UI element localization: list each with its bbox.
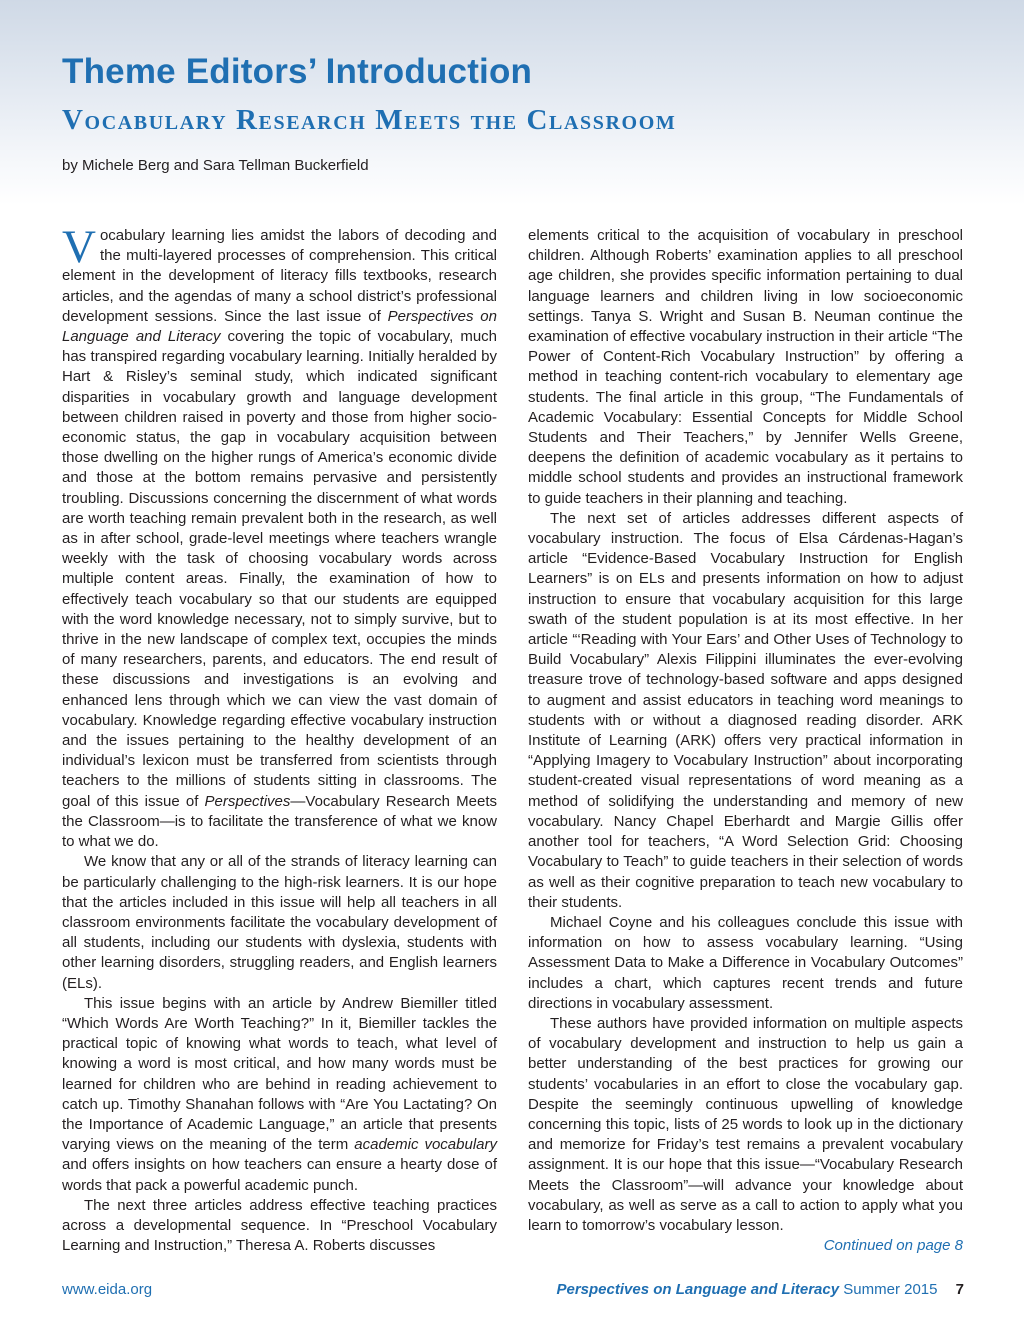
text-run: covering the topic of vocabulary, much has transpired regarding vocabulary learning. Initially heralded by Hart & Risley’s seminal study, which indicated significant disparities in vocabulary growth and language development between children raised in poverty and those from higher socio-economic status, the gap in vocabulary acquisition between those dwelling on the higher rungs of America’s economic divide and those at the bottom remains pervasive and persistently troubling. Discussions concerning the discernment of what words are worth teaching remain prevalent both in the research, as well as in after school, grade-level meetings where teachers wrangle weekly with the task of choosing vocabulary words across multiple content areas. Finally, the examination of how to effectively teach vocabulary so that our students are equipped with the word knowledge necessary, not to simply survive, but to thrive in the new landscape of complex text, occupies the minds of many researchers, parents, and educators. The end result of these discussions and investigations is an evolving and enhanced lens through which we can view the vast domain of vocabulary. Knowledge regarding effective vocabulary instruction and the issues pertaining to the healthy development of an individual’s lexicon must be transferred from scientists through teachers to the millions of students sitting in classrooms. The goal of this issue of [62,328,497,810]
left-column [62,221,497,1256]
text-run: ocabulary learning lies amidst the labors of decoding and the multi-layered processes of comprehension. This critical element in the development of literacy fills textbooks, research articles, and the agendas of many a school district’s professional development sessions. Since the last issue of [62,227,497,325]
text-run: —Vocabulary Research Meets the Classroom—is to facilitate the transference of what we know to what we do. [62,792,497,851]
page-title: Theme Editors’ Introduction [62,52,533,91]
footer-journal: Perspectives on Language and Literacy [556,1281,840,1298]
footer-url[interactable]: www.eida.org [62,1281,153,1298]
paragraph: The next set of articles addresses different aspects of vocabulary instruction. The focus of Elsa Cárdenas-Hagan’s article “Evidence-Based Vocabulary Instruction for English Learners” is on ELs and presents information on how to adjust instruction to ensure that vocabulary acquisition for this large swath of the student population is at its most effective. In her article “‘Reading with Your Ears’ and Other Uses of Technology to Build Vocabulary” Alexis Filippini illuminates the ever-evolving treasure trove of technology-based software and apps designed to augment and assist educators in teaching word meanings to students with or without a diagnosed reading disorder. ARK Institute of Learning (ARK) offers very practical information in “Applying Imagery to Vocabulary Instruction” about incorporating student-created visual representations of word meaning as a method of solidifying the understanding and memory of new vocabulary. Nancy Chapel Eberhardt and Margie Gillis offer another tool for teachers, “A Word Selection Grid: Choosing Vocabulary to Teach” to guide teachers in their selection of words as well as their cognitive preparation to teach new vocabulary to their students. [528,509,963,911]
term-italic: academic vocabulary [354,1136,497,1154]
paragraph-intro [62,221,497,852]
journal-title-italic: Perspectives on Language and Literacy [62,307,497,346]
text-run: and offers insights on how teachers can ensure a hearty dose of words that pack a powerful academic punch. [62,1156,497,1194]
header-band [0,0,1024,205]
journal-title-italic: Perspectives [204,792,291,810]
page-subtitle: Vocabulary Research Meets the Classroom [62,104,677,136]
paragraph: These authors have provided information on multiple aspects of vocabulary development and instruction to help us gain a better understanding of the best practices for growing our students’ vocabularies in an effort to close the vocabulary gap. Despite the seemingly continuous upwelling of knowledge concerning this topic, lists of 25 words to look up in the dictionary and memorize for Friday’s test remains a prevalent vocabulary assignment. It is our hope that this issue—“Vocabulary Research Meets the Classroom”—will advance your knowledge about vocabulary, as well as serve as a call to action to apply what you learn to tomorrow’s vocabulary lesson. [528,1014,963,1234]
footer-issue: Summer 2015 [843,1281,938,1298]
right-column [528,226,963,1256]
text-run: This issue begins with an article by Andrew Biemiller titled “Which Words Are Worth Teaching?” In it, Biemiller tackles the practical topic of knowing what words to teach, what level of knowing a word is most critical, and how many words must be learned for children who are behind in reading achievement to catch up. Timothy Shanahan follows with “Are You Lactating? On the Importance of Academic Language,” an article that presents varying views on the meaning of the term [62,994,497,1154]
paragraph: elements critical to the acquisition of vocabulary in preschool children. Although Roberts’ examination applies to all preschool age children, she provides specific information pertaining to dual language learners and children living in low socioeconomic settings. Tanya S. Wright and Susan B. Neuman continue the examination of effective vocabulary instruction in their article “The Power of Content-Rich Vocabulary Instruction” by offering a method in teaching content-rich vocabulary to elementary age students. The final article in this group, “The Fundamentals of Academic Vocabulary: Essential Concepts for Middle School Students and Their Teachers,” by Jennifer Wells Greene, deepens the definition of academic vocabulary as it pertains to middle school students and provides an instructional framework to guide teachers in their planning and teaching. [528,227,963,507]
page-number: 7 [955,1281,964,1298]
paragraph: Michael Coyne and his colleagues conclude this issue with information on how to assess vocabulary learning. “Using Assessment Data to Make a Difference in Vocabulary Outcomes” includes a chart, which captures recent trends and future directions in vocabulary assessment. [528,913,963,1012]
paragraph: We know that any or all of the strands of literacy learning can be particularly challenging to the high-risk learners. It is our hope that the articles included in this issue will help all teachers in all classroom environments facilitate the vocabulary development of all students, including our students with dyslexia, students with other learning disorders, struggling readers, and English learners (ELs). [62,853,497,992]
paragraph: The next three articles address effective teaching practices across a developmental sequence. In “Preschool Vocabulary Learning and Instruction,” Theresa A. Roberts discusses [62,1196,497,1255]
continued-link[interactable]: Continued on page 8 [823,1237,963,1255]
byline: by Michele Berg and Sara Tellman Buckerfield [62,157,369,174]
footer-publication [556,1281,964,1298]
drop-cap: V [62,221,96,273]
paragraph [62,994,497,1196]
